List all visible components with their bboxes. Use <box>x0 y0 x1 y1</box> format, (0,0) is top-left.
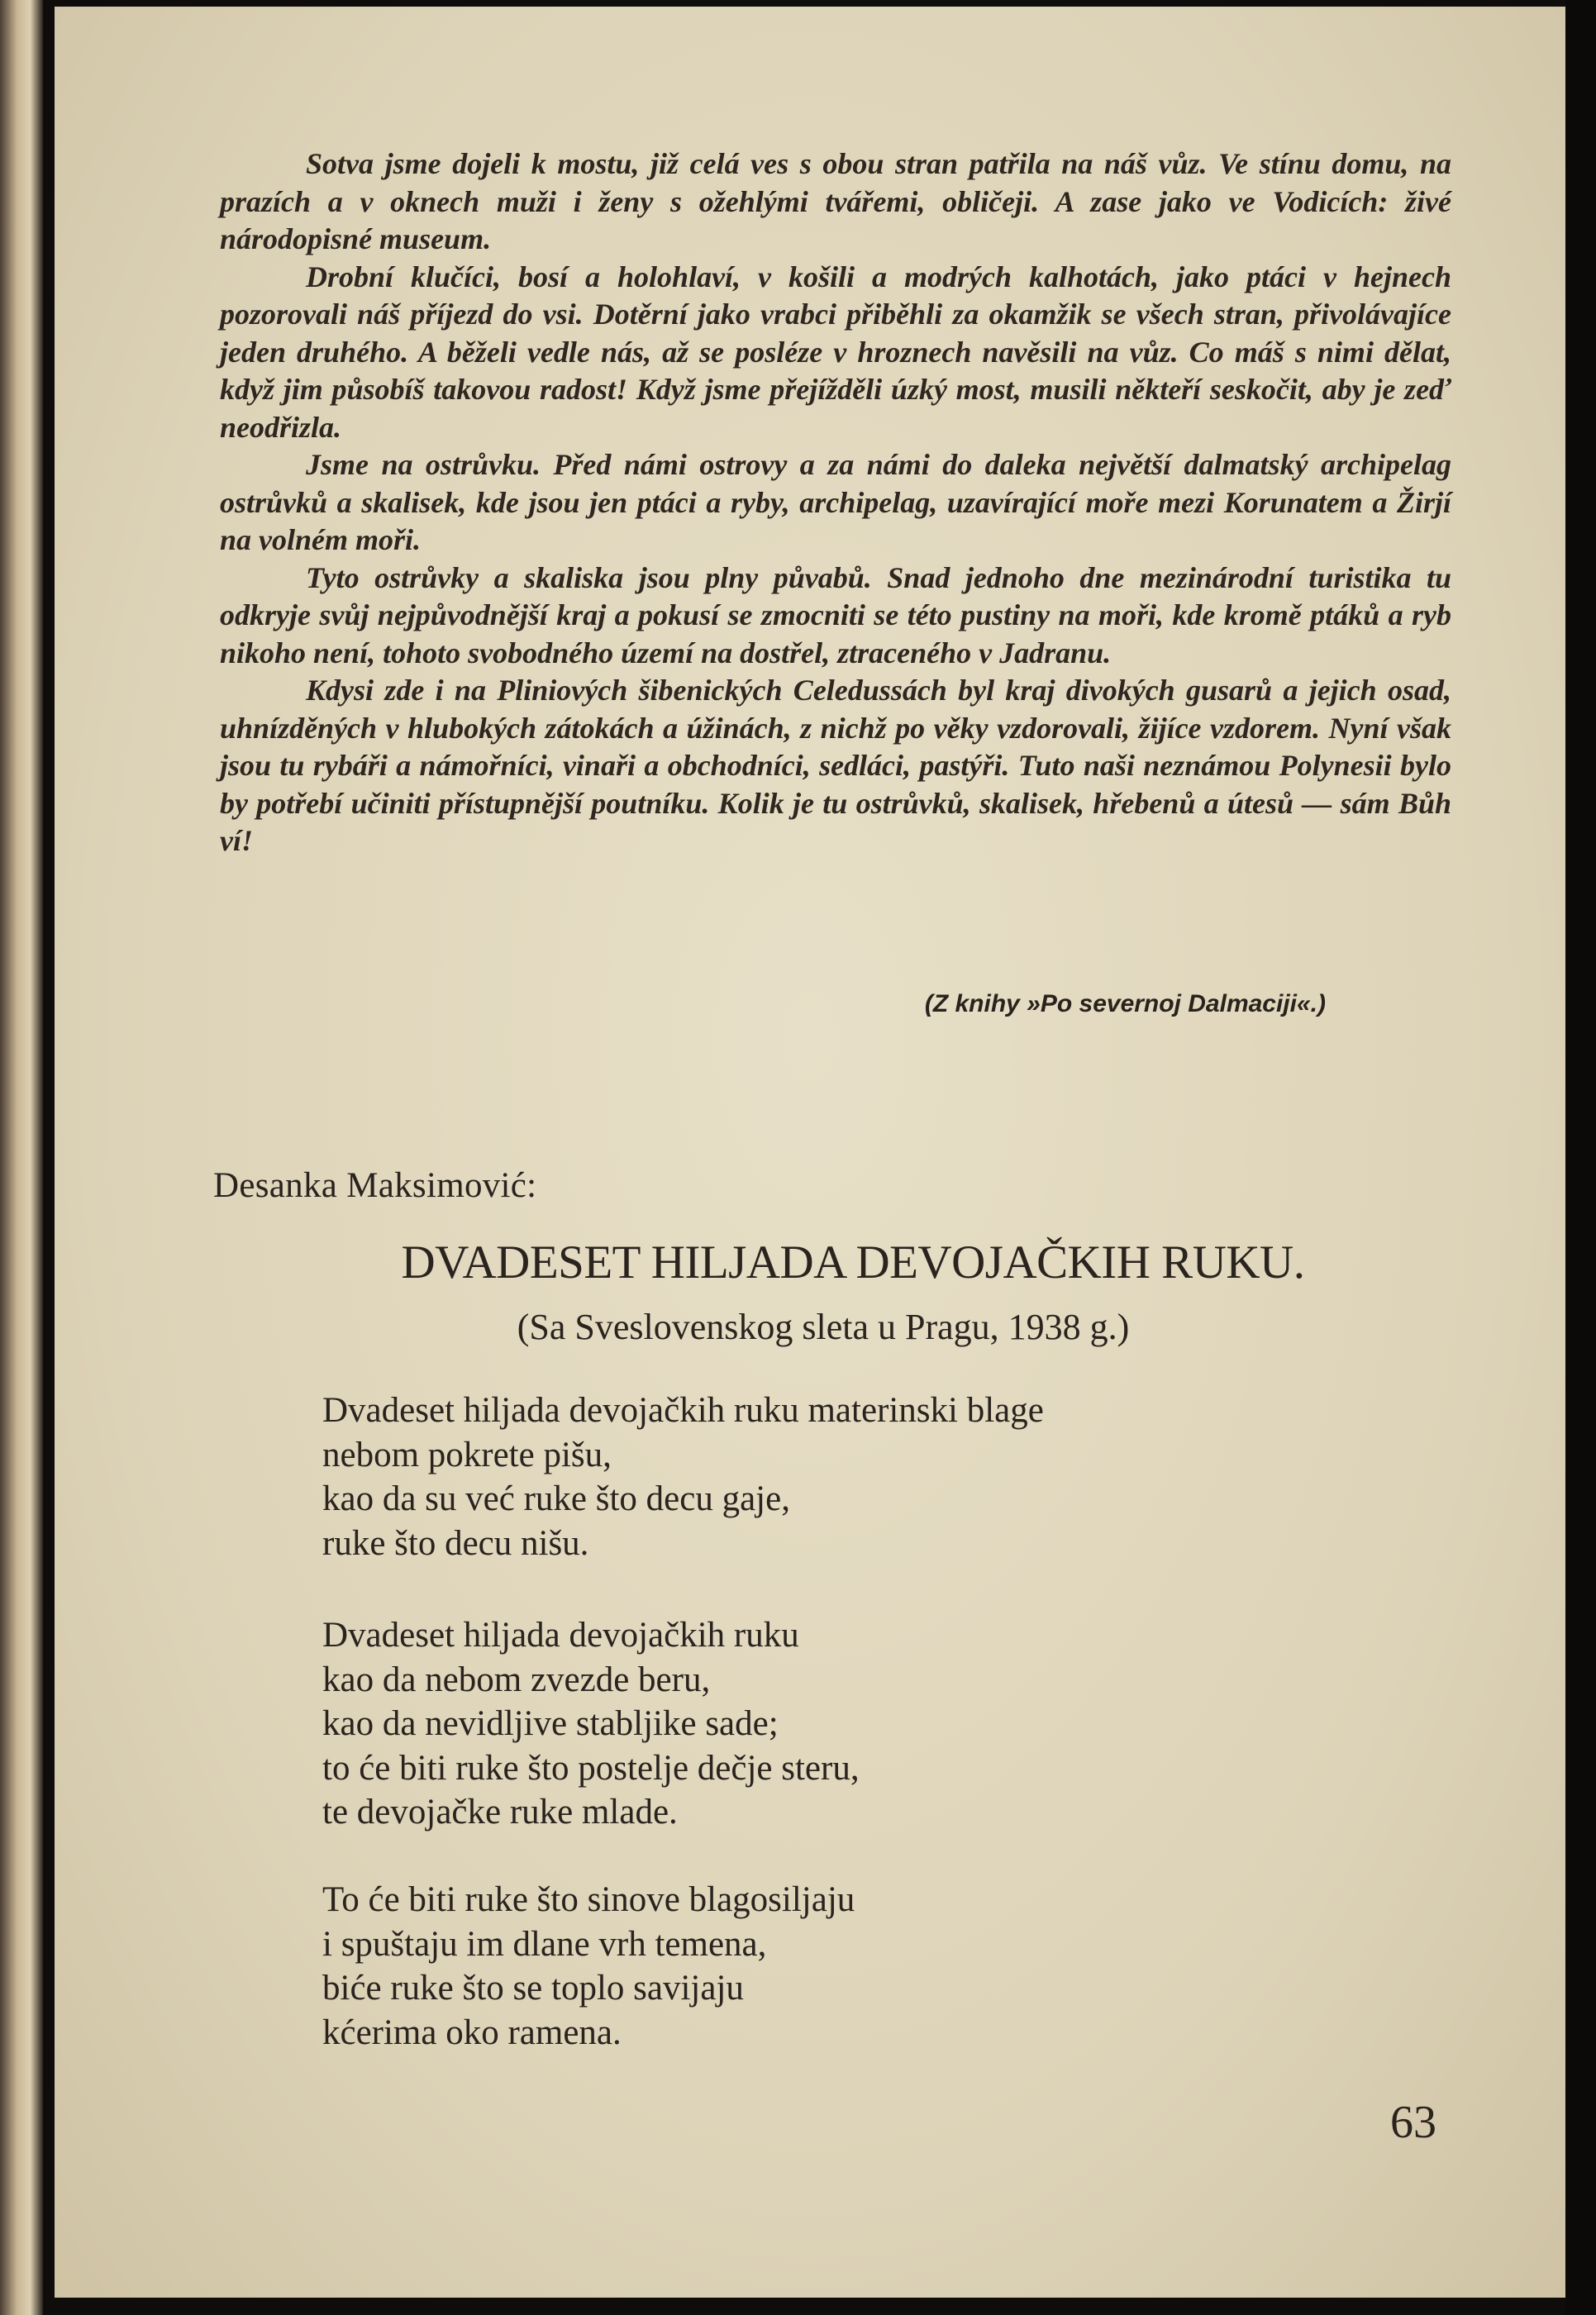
page-left-edge <box>0 0 43 2315</box>
poem-line: to će biti ruke što postelje dečje steru, <box>322 1748 860 1788</box>
poem-line: Dvadeset hiljada devojačkih ruku materinski blage <box>322 1391 1044 1430</box>
poem-line: biće ruke što se toplo savijaju <box>322 1969 744 2008</box>
poem-line: kćerima oko ramena. <box>322 2013 622 2052</box>
page-right-edge <box>1565 0 1596 2315</box>
prose-paragraph: Kdysi zde i na Pliniových šibenických Celedussách byl kraj divokých gusarů a jejich osad, uhnízděných v hlubokých zátokách a úžinách, z nichž po věky vzdorovali, žijíce vzdorem. Nyní však jsou tu rybáři a námořníci, vinaři a obchodníci, sedláci, pastýři. Tuto naši neznámou Polynesii bylo by potřebí učiniti přístupnější poutníku. Kolik je tu ostrůvků, skalisek, hřebenů a útesů — sám Bůh ví! <box>220 674 1451 857</box>
page-number: 63 <box>1390 2097 1436 2148</box>
poem-line: kao da su već ruke što decu gaje, <box>322 1479 790 1518</box>
poem-stanza-2 <box>322 1613 860 1835</box>
prose-paragraph: Sotva jsme dojeli k mostu, již celá ves s obou stran patřila na náš vůz. Ve stínu domu, na prazích a v oknech muži i ženy s ožehlými tvářemi, obličeji. A zase jako ve Vodicích: živé národopisné museum. <box>220 147 1451 255</box>
prose-paragraph: Drobní klučíci, bosí a holohlaví, v košili a modrých kalhotách, jako ptáci v hejnech pozorovali náš příjezd do vsi. Dotěrní jako vrabci přiběhli za okamžik se všech stran, přivolávajíce jeden druhého. A běželi vedle nás, až se posléze v hroznech navěsili na vůz. Co máš s nimi dělat, když jim působíš takovou radost! Když jsme přejížděli úzký most, musili někteří seskočit, aby je zeď neodřizla. <box>220 260 1451 444</box>
poem-author: Desanka Maksimović: <box>213 1166 537 1205</box>
poem-line: ruke što decu nišu. <box>322 1523 589 1563</box>
poem-line: kao da nebom zvezde beru, <box>322 1660 711 1699</box>
poem-line: nebom pokrete pišu, <box>322 1435 612 1474</box>
poem-line: Dvadeset hiljada devojačkih ruku <box>322 1616 799 1655</box>
prose-paragraph: Jsme na ostrůvku. Před námi ostrovy a za námi do daleka největší dalmatský archipelag ostrůvků a skalisek, kde jsou jen ptáci a ryby, archipelag, uzavírající moře mezi Korunatem a Žirjí na volném moři. <box>220 448 1451 556</box>
poem-line: te devojačke ruke mlade. <box>322 1793 678 1832</box>
poem-line: kao da nevidljive stabljike sade; <box>322 1704 779 1743</box>
poem-title: DVADESET HILJADA DEVOJAČKIH RUKU. <box>401 1236 1305 1288</box>
book-page <box>55 7 1565 2298</box>
source-citation: (Z knihy »Po severnoj Dalmaciji«.) <box>924 990 1326 1017</box>
poem-line: To će biti ruke što sinove blagosiljaju <box>322 1880 855 1919</box>
prose-section <box>220 145 1451 860</box>
poem-stanza-1 <box>322 1389 1044 1565</box>
prose-paragraph: Tyto ostrůvky a skaliska jsou plny půvabů. Snad jednoho dne mezinárodní turistika tu odkryje svůj nejpůvodnější kraj a pokusí se zmocniti se této pustiny na moři, kde kromě ptáků a ryb nikoho není, tohoto svobodného území na dostřel, ztraceného v Jadranu. <box>220 560 1451 669</box>
poem-subtitle: (Sa Sveslovenskog sleta u Pragu, 1938 g.) <box>517 1307 1130 1347</box>
poem-stanza-3 <box>322 1878 855 2055</box>
poem-line: i spuštaju im dlane vrh temena, <box>322 1924 767 1964</box>
